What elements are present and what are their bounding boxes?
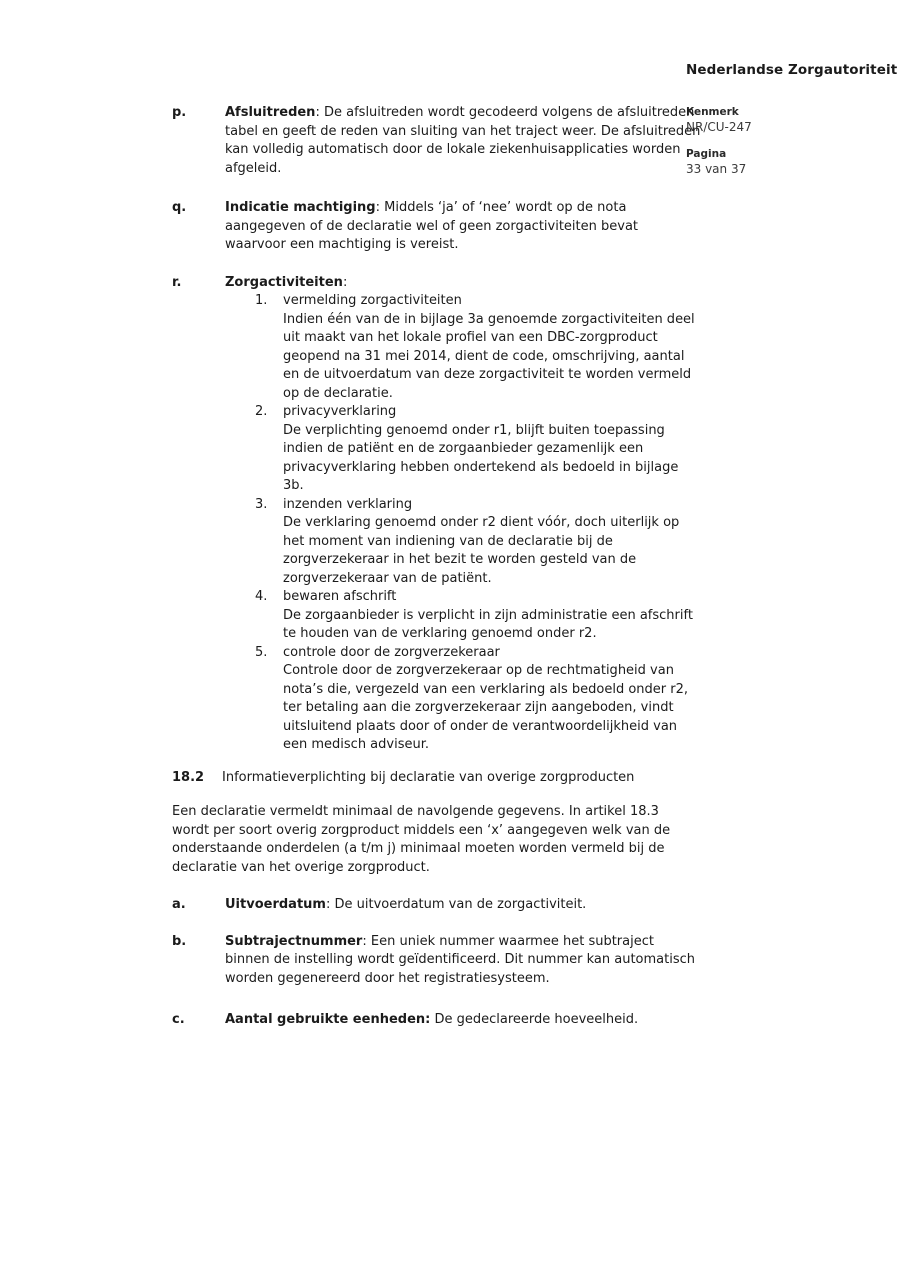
sub-item-content [283, 644, 702, 755]
item-text [225, 896, 702, 915]
item-text [225, 1011, 702, 1030]
item-text [225, 199, 702, 255]
sub-item-4 [255, 588, 702, 644]
org-title: Nederlandse Zorgautoriteit [686, 62, 898, 78]
sub-item-body: De verplichting genoemd onder r1, blijft buiten toepassing indien de patiënt en de zorgaanbieder gezamenlijk een privacyverklaring hebben ondertekend als bedoeld in bijlage 3b. [283, 422, 679, 493]
item-letter: p. [172, 105, 187, 120]
sub-item-number: 1. [255, 293, 268, 308]
kenmerk-value: NR/CU-247 [686, 120, 752, 134]
sub-item-content [283, 496, 702, 589]
sub-item-title: privacyverklaring [283, 404, 397, 419]
item-text [225, 274, 702, 293]
section-title: Informatieverplichting bij declaratie van overige zorgproducten [222, 769, 635, 785]
sub-item-3 [255, 496, 702, 589]
section-number: 18.2 [172, 769, 205, 785]
sub-item-title: bewaren afschrift [283, 589, 397, 604]
item-letter: c. [172, 1012, 185, 1027]
item-colon: : [375, 200, 381, 215]
list-item-r [172, 274, 702, 293]
item-desc: Middels ‘ja’ of ‘nee’ wordt op de nota aangegeven of de declaratie wel of geen zorgactiviteiten bevat waarvoor een machtiging is vereist. [225, 200, 639, 252]
item-colon: : [342, 274, 348, 290]
item-term: Afsluitreden [225, 105, 316, 120]
sub-item-number: 3. [255, 496, 268, 512]
pagina-value: 33 van 37 [686, 162, 747, 176]
item-colon: : [325, 897, 331, 912]
kenmerk-label: Kenmerk [686, 106, 739, 118]
item-colon: : [362, 933, 367, 949]
abc-list [172, 896, 702, 1030]
item-term: Aantal gebruikte eenheden: [225, 1012, 431, 1027]
item-term: Uitvoerdatum [225, 897, 326, 912]
section-intro-paragraph: Een declaratie vermeldt minimaal de navolgende gegevens. In artikel 18.3 wordt per soort overig zorgproduct middels een ‘x’ aangegeven welk van de onderstaande onderdelen (a t/m j) minimaal moeten worden vermeld bij de declaratie van het overige zorgproduct. [172, 804, 671, 875]
document-body [172, 104, 702, 1030]
item-term: Indicatie machtiging [225, 200, 376, 215]
sub-item-title: controle door de zorgverzekeraar [283, 644, 500, 660]
sub-item-2 [255, 403, 702, 496]
list-item-a [172, 896, 702, 915]
item-text [225, 933, 702, 989]
item-colon: : [315, 105, 320, 120]
item-letter: q. [172, 200, 187, 215]
item-letter: b. [172, 933, 187, 949]
sub-item-body: De verklaring genoemd onder r2 dient vóór, doch uiterlijk op het moment van indiening van de declaratie bij de zorgverzekeraar in het bezit te worden gesteld van de zorgverzekeraar van de patiënt. [283, 515, 680, 586]
item-term: Subtrajectnummer [225, 933, 363, 949]
list-item-c [172, 1011, 702, 1030]
pagina-label: Pagina [686, 148, 727, 160]
sub-item-1 [255, 292, 702, 403]
item-desc: De afsluitreden wordt gecodeerd volgens de afsluitreden tabel en geeft de reden van sluiting van het traject weer. De afsluitreden kan volledig automatisch door de lokale ziekenhuisapplicaties worden afgeleid. [225, 105, 701, 176]
item-letter: r. [172, 274, 182, 290]
sub-item-title: inzenden verklaring [283, 496, 413, 512]
sub-item-body: De zorgaanbieder is verplicht in zijn administratie een afschrift te houden van de verklaring genoemd onder r2. [283, 607, 693, 641]
item-desc: De uitvoerdatum van de zorgactiviteit. [334, 897, 587, 912]
sub-item-title: vermelding zorgactiviteiten [283, 293, 462, 308]
list-item-b [172, 933, 702, 989]
sub-item-content [283, 292, 702, 403]
item-letter: a. [172, 897, 186, 912]
list-item-p [172, 104, 702, 178]
item-text [225, 104, 702, 178]
sub-item-body: Indien één van de in bijlage 3a genoemde zorgactiviteiten deel uit maakt van het lokale profiel van een DBC-zorgproduct geopend na 31 mei 2014, dient de code, omschrijving, aantal en de uitvoerdatum van deze zorgactiviteit te worden vermeld op de declaratie. [283, 311, 695, 401]
item-term: Zorgactiviteiten [225, 274, 343, 290]
r-sublist [172, 292, 702, 755]
sub-item-content [283, 588, 702, 644]
section-heading-18-2 [172, 769, 702, 788]
sub-item-number: 4. [255, 589, 268, 604]
item-desc: Een uniek nummer waarmee het subtraject binnen de instelling wordt geïdentificeerd. Dit nummer kan automatisch worden gegenereerd door het registratiesysteem. [225, 933, 696, 986]
page-meta [686, 106, 856, 190]
sub-item-5 [255, 644, 702, 755]
sub-item-body: Controle door de zorgverzekeraar op de rechtmatigheid van nota’s die, vergezeld van een verklaring als bedoeld onder r2, ter betaling aan die zorgverzekeraar zijn aangeboden, vindt uitsluitend plaats door of onder de verantwoordelijkheid van een medisch adviseur. [283, 663, 689, 752]
sub-item-number: 2. [255, 404, 268, 419]
item-desc: De gedeclareerde hoeveelheid. [434, 1012, 639, 1027]
sub-item-content [283, 403, 702, 496]
list-item-q [172, 199, 702, 255]
sub-item-number: 5. [255, 644, 268, 660]
